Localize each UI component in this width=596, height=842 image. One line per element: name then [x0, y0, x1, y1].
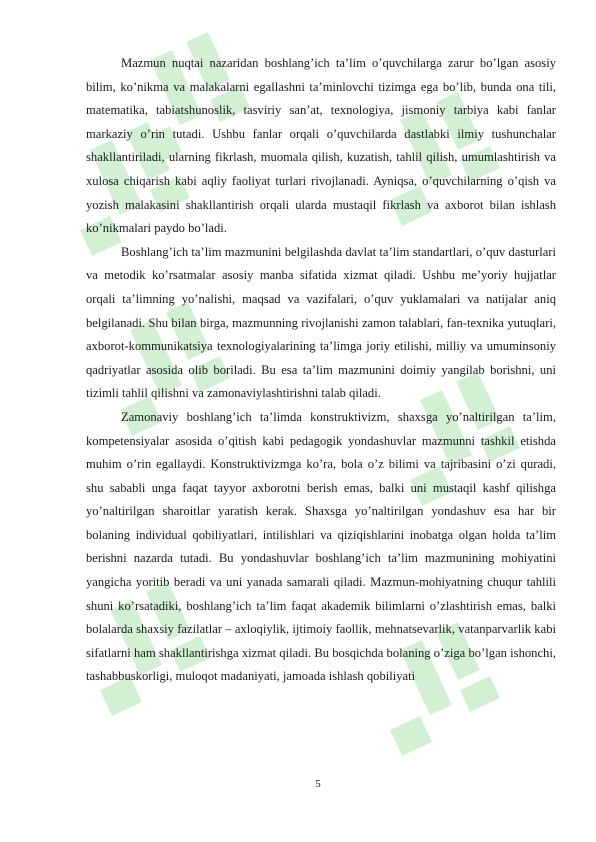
paragraph-3: Zamonaviy boshlang’ich ta’limda konstruktivizm, shaxsga yo’naltirilgan ta’lim, kompetensiyalar asosida o’qitish kabi pedagogik yondashuvlar mazmunni tashkil etishda muhim o’rin egallaydi. Konstruktivizmga ko’ra, bola o’z bilimi va tajribasini o’zi quradi, shu sababli unga faqat tayyor axborotni berish emas, balki uni mustaqil kashf qilishga yo’naltirilgan sharoitlar yaratish kerak. Shaxsga yo’naltirilgan yondashuv esa har bir bolaning individual qobiliyatlari, intilishlari va qiziqishlarini inobatga olgan holda ta’lim berishni nazarda tutadi. Bu yondashuvlar boshlang’ich ta’lim mazmunining mohiyatini yangicha yoritib beradi va uni yanada samarali qiladi. Mazmun-mohiyatning chuqur tahlili shuni ko’rsatadiki, boshlang’ich ta’lim faqat akademik bilimlarni o’zlashtirish emas, balki bolalarda shaxsiy fazilatlar – axloqiylik, ijtimoiy faollik, mehnatsevarlik, vatanparvarlik kabi sifatlarni ham shakllantirishga xizmat qiladi. Bu bosqichda bolaning o’ziga bo’lgan ishonchi, tashabbuskorligi, muloqot madaniyati, jamoada ishlash qobiliyati [86, 409, 556, 684]
paragraph-1: Mazmun nuqtai nazaridan boshlang’ich ta’lim o’quvchilarga zarur bo’lgan asosiy bilim, ko’nikma va malakalarni egallashni ta’minlovchi tizimga ega bo’lib, bunda ona tili, matematika, tabiatshunoslik, tasviriy san’at, texnologiya, jismoniy tarbiya kabi fanlar markaziy o’rin tutadi. Ushbu fanlar orqali o’quvchilarda dastlabki ilmiy tushunchalar shakllantiriladi, ularning fikrlash, muomala qilish, kuzatish, tahlil qilish, umumlashtirish va xulosa chiqarish kabi aqliy faoliyat turlari rivojlanadi. Ayniqsa, o’quvchilarning o’qish va yozish malakasini shakllantirish orqali ularda mustaqil fikrlash va axborot bilan ishlash ko’nikmalari paydo bo’ladi. [86, 56, 556, 236]
page-number: 5 [315, 778, 321, 790]
body-text [86, 52, 556, 689]
paragraph-2: Boshlang’ich ta’lim mazmunini belgilashda davlat ta’lim standartlari, o’quv dasturlari va metodik ko’rsatmalar asosiy manba sifatida xizmat qiladi. Ushbu me’yoriy hujjatlar orqali ta’limning yo’nalishi, maqsad va vazifalari, o’quv yuklamalari va natijalar aniq belgilanadi. Shu bilan birga, mazmunning rivojlanishi zamon talablari, fan-texnika yutuqlari, axborot-kommunikatsiya texnologiyalarining ta’limga joriy etilishi, milliy va umuminsoniy qadriyatlar asosida olib boriladi. Bu esa ta’lim mazmunini doimiy yangilab borishni, uni tizimli tahlil qilishni va zamonaviylashtirishni talab qiladi. [86, 244, 556, 401]
